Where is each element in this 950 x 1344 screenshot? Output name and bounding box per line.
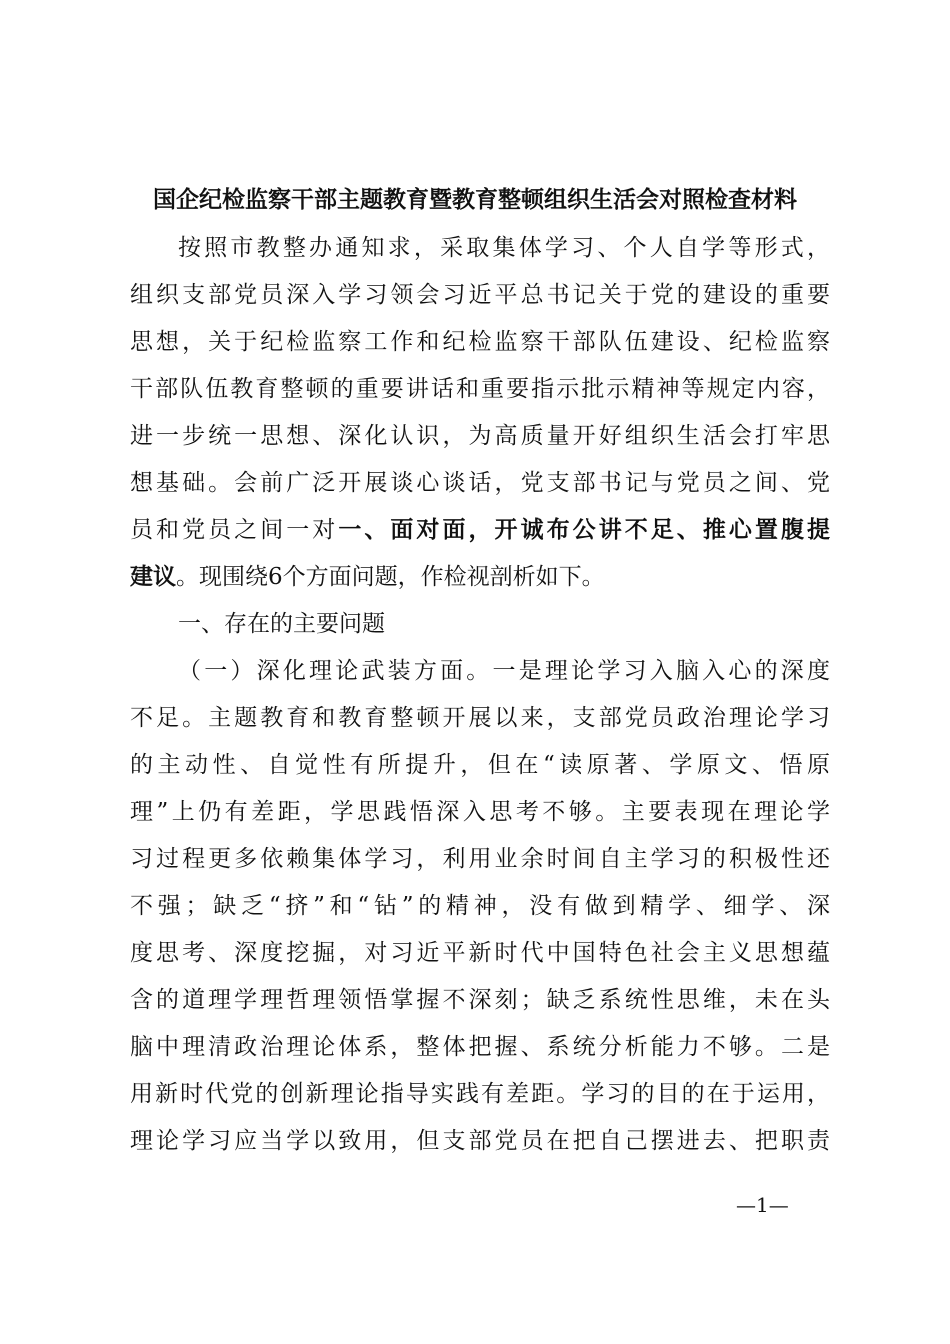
body-line: 习过程更多依赖集体学习，利用业余时间自主学习的积极性还 bbox=[130, 846, 830, 872]
intro-line: 按照市教整办通知求，采取集体学习、个人自学等形式， bbox=[178, 235, 830, 261]
body-line: 理论学习应当学以致用，但支部党员在把自己摆进去、把职责 bbox=[130, 1128, 830, 1154]
page-number: —1— bbox=[736, 1193, 789, 1217]
body-line: 用新时代党的创新理论指导实践有差距。学习的目的在于运用， bbox=[130, 1081, 830, 1107]
intro-line: 组织支部党员深入学习领会习近平总书记关于党的建设的重要 bbox=[130, 282, 830, 308]
body-line: 不强；缺乏“挤”和“钻”的精神，没有做到精学、细学、深 bbox=[130, 893, 830, 919]
intro-line-text: 员和党员之间一对 bbox=[130, 517, 339, 543]
intro-line-mixed bbox=[130, 513, 830, 547]
body-line: 理”上仍有差距，学思践悟深入思考不够。主要表现在理论学 bbox=[130, 799, 830, 825]
body-line: 度思考、深度挖掘，对习近平新时代中国特色社会主义思想蕴 bbox=[130, 940, 830, 966]
intro-line-text: 。现围绕6个方面问题，作检视剖析如下。 bbox=[176, 564, 605, 590]
intro-line: 思想，关于纪检监察工作和纪检监察干部队伍建设、纪检监察 bbox=[130, 329, 830, 355]
intro-line-mixed bbox=[130, 560, 830, 594]
intro-line: 进一步统一思想、深化认识，为高质量开好组织生活会打牢思 bbox=[130, 423, 830, 449]
document-title: 国企纪检监察干部主题教育暨教育整顿组织生活会对照检查材料 bbox=[153, 187, 797, 213]
body-line: （一）深化理论武装方面。一是理论学习入脑入心的深度 bbox=[178, 658, 830, 684]
body-line: 的主动性、自觉性有所提升，但在“读原著、学原文、悟原 bbox=[130, 752, 830, 778]
section-heading: 一、存在的主要问题 bbox=[178, 611, 385, 637]
body-line: 含的道理学理哲理领悟掌握不深刻；缺乏系统性思维，未在头 bbox=[130, 987, 830, 1013]
intro-line-bold-text: 一、面对面，开诚布公讲不足、推心置腹提 bbox=[338, 517, 831, 543]
body-line: 不足。主题教育和教育整顿开展以来，支部党员政治理论学习 bbox=[130, 705, 830, 731]
intro-line: 干部队伍教育整顿的重要讲话和重要指示批示精神等规定内容， bbox=[130, 376, 830, 402]
intro-line-bold-text: 建议 bbox=[130, 564, 176, 590]
intro-line: 想基础。会前广泛开展谈心谈话，党支部书记与党员之间、党 bbox=[130, 470, 830, 496]
body-line: 脑中理清政治理论体系，整体把握、系统分析能力不够。二是 bbox=[130, 1034, 830, 1060]
